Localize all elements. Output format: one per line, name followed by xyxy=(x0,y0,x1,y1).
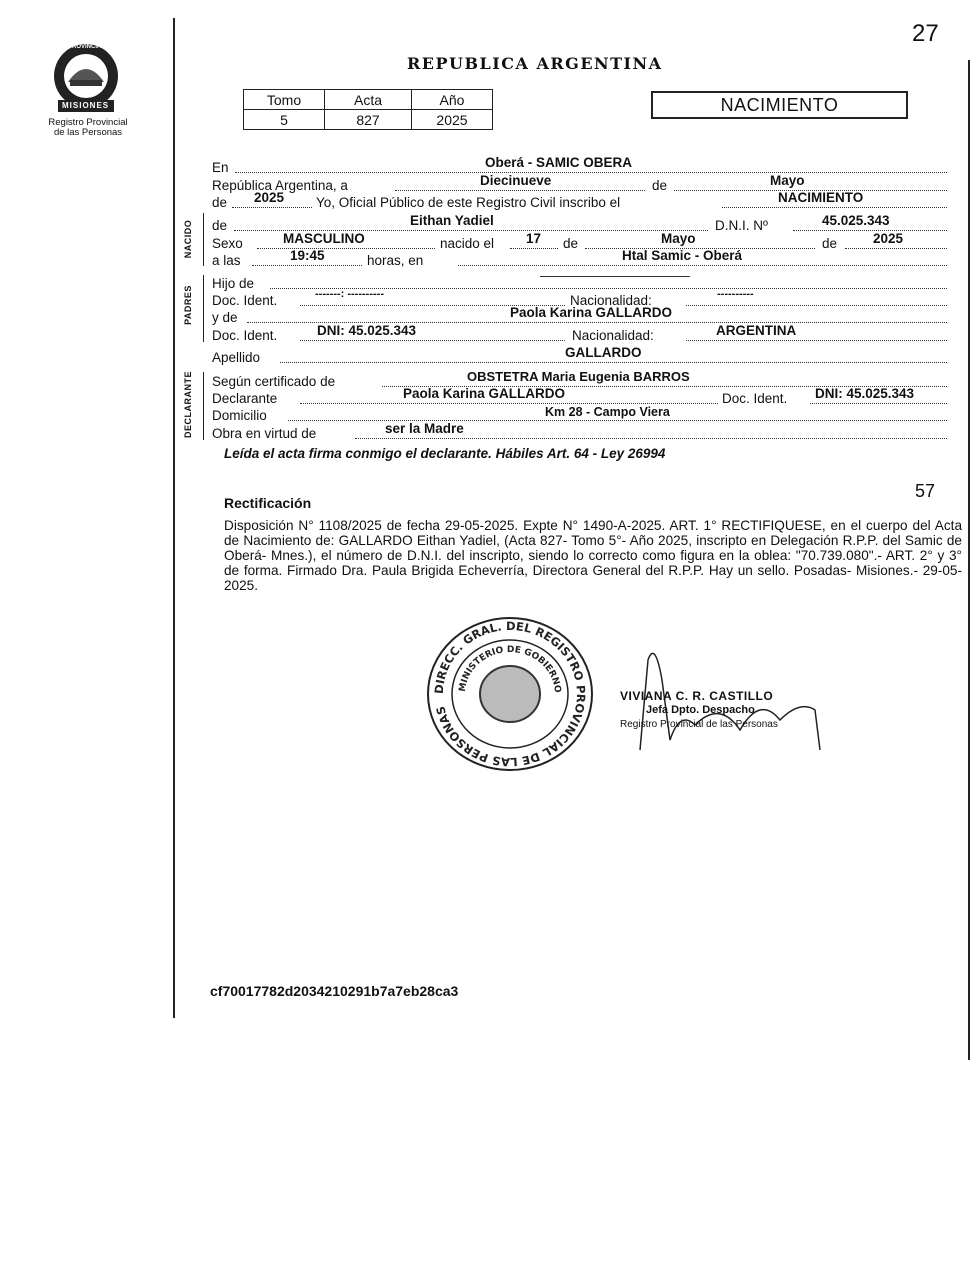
label-a-las: a las xyxy=(212,253,241,268)
value-mes-nac: Mayo xyxy=(661,231,696,246)
padre-blank-line xyxy=(540,276,690,277)
signer-org: Registro Provincial de las Personas xyxy=(620,719,778,730)
label-republica: República Argentina, a xyxy=(212,178,348,193)
label-nacionalidad2: Nacionalidad: xyxy=(572,328,654,343)
ref-header-tomo: Tomo xyxy=(244,90,325,110)
ref-header-anio: Año xyxy=(412,90,493,110)
org-name xyxy=(28,118,148,138)
value-nac-padre: ---------- xyxy=(717,288,754,300)
signer-name: VIVIANA C. R. CASTILLO xyxy=(620,689,774,703)
label-en: En xyxy=(212,160,229,175)
label-domicilio: Domicilio xyxy=(212,408,267,423)
value-lugar: Oberá - SAMIC OBERA xyxy=(485,155,633,170)
value-tipo: NACIMIENTO xyxy=(778,190,864,205)
note-number: 57 xyxy=(915,481,936,501)
side-label-nacido: NACIDO xyxy=(183,219,193,259)
org-line1: Registro Provincial xyxy=(48,117,128,128)
ref-value-anio: 2025 xyxy=(412,110,493,130)
left-margin-line xyxy=(173,18,175,1018)
value-sexo: MASCULINO xyxy=(283,231,365,246)
dots-apellido xyxy=(280,362,947,363)
value-dia-letras: Diecinueve xyxy=(480,173,552,188)
label-obra: Obra en virtud de xyxy=(212,426,317,441)
label-nacionalidad1: Nacionalidad: xyxy=(570,293,652,308)
rectificacion-text: Disposición N° 1108/2025 de fecha 29-05-2025. Expte N° 1490-A-2025. ART. 1° RECTIFIQUESE, en el cuerpo del Acta de Nacimiento de: GALLARDO Eithan Yadiel, (Acta 827- Tomo 5°- Año 2025, inscripto en Delegación R.P.P. del Samic de Oberá- Mnes.), el número de D.N.I. del inscripto, siendo lo correcto como figura en la oblea: "70.739.080".- ART. 2° y 3° de forma. Firmado Dra. Paula Brigida Echeverría, Directora General del R.P.P. Hay un sello. Posadas- Misiones.- 29-05-2025. xyxy=(224,518,962,593)
dots-lugar-nac xyxy=(458,265,947,266)
logo-ring-text: PROVINCIA DE xyxy=(68,44,112,50)
dots-republica xyxy=(395,190,645,191)
label-declarante: Declarante xyxy=(212,391,278,406)
ref-value-acta: 827 xyxy=(325,110,412,130)
header-title: REPUBLICA ARGENTINA xyxy=(407,54,663,73)
value-doc-padre: -------: ---------- xyxy=(315,288,384,300)
dots-anio xyxy=(232,207,312,208)
value-obra: ser la Madre xyxy=(385,421,464,436)
padres-bracket xyxy=(203,275,204,342)
nacido-bracket xyxy=(203,213,204,266)
dots-en xyxy=(235,172,947,173)
value-certificado: OBSTETRA Maria Eugenia BARROS xyxy=(467,369,690,384)
label-hijo: Hijo de xyxy=(212,276,255,291)
seal-inner-text: MINISTERIO DE GOBIERNO xyxy=(457,644,563,694)
label-dni: D.N.I. Nº xyxy=(715,218,768,233)
label-de-start: de xyxy=(212,195,228,210)
dots-nac-madre xyxy=(686,340,947,341)
value-anio: 2025 xyxy=(254,190,285,205)
side-label-declarante: DECLARANTE xyxy=(183,371,193,438)
dots-anio-nac xyxy=(845,248,947,249)
value-lugar-nac: Htal Samic - Oberá xyxy=(622,248,743,263)
right-margin-line xyxy=(968,60,970,1060)
dots-obra xyxy=(355,438,947,439)
side-label-padres: PADRES xyxy=(183,285,193,325)
province-logo xyxy=(40,42,132,114)
logo-banner: MISIONES xyxy=(62,101,110,110)
label-de-day: de xyxy=(563,236,579,251)
label-sexo: Sexo xyxy=(212,236,243,251)
dots-sexo xyxy=(257,248,435,249)
closing-statement: Leída el acta firma conmigo el declarante. Hábiles Art. 64 - Ley 26994 xyxy=(224,446,666,461)
value-declarante: Paola Karina GALLARDO xyxy=(403,386,566,401)
dots-doc-madre xyxy=(300,340,565,341)
value-mes: Mayo xyxy=(770,173,805,188)
value-nac-madre: ARGENTINA xyxy=(716,323,797,338)
label-segun: Según certificado de xyxy=(212,374,336,389)
dots-dni xyxy=(793,230,947,231)
declarante-bracket xyxy=(203,372,204,440)
label-doc-ident2: Doc. Ident. xyxy=(212,328,278,343)
label-apellido: Apellido xyxy=(212,350,261,365)
label-de-month: de xyxy=(822,236,838,251)
dots-dia xyxy=(510,248,558,249)
value-apellido: GALLARDO xyxy=(565,345,642,360)
label-horas: horas, en xyxy=(367,253,424,268)
value-doc-madre: DNI: 45.025.343 xyxy=(317,323,417,338)
ref-value-tomo: 5 xyxy=(244,110,325,130)
ref-header-acta: Acta xyxy=(325,90,412,110)
label-nacido: nacido el xyxy=(440,236,495,251)
value-domicilio: Km 28 - Campo Viera xyxy=(545,405,670,419)
page-number: 27 xyxy=(912,20,939,47)
label-y-de: y de xyxy=(212,310,238,325)
dots-doc-declarante xyxy=(810,403,947,404)
seal-outer-text: DIRECC. GRAL. DEL REGISTRO PROVINCIAL DE LAS PERSONAS xyxy=(431,618,589,770)
dots-tipo xyxy=(722,207,947,208)
value-madre: Paola Karina GALLARDO xyxy=(510,305,673,320)
value-doc-declarante: DNI: 45.025.343 xyxy=(815,386,915,401)
value-anio-nac: 2025 xyxy=(873,231,904,246)
value-nombre: Eithan Yadiel xyxy=(410,213,494,228)
label-doc-ident3: Doc. Ident. xyxy=(722,391,788,406)
dots-declarante xyxy=(300,403,718,404)
document-hash: cf70017782d2034210291b7a7eb28ca3 xyxy=(210,983,459,999)
dots-nac-padre xyxy=(686,305,947,306)
reference-table xyxy=(243,89,493,130)
label-de-name: de xyxy=(212,218,228,233)
rectificacion-title: Rectificación xyxy=(224,495,312,511)
official-seal xyxy=(425,615,595,773)
value-dni: 45.025.343 xyxy=(822,213,890,228)
dots-hora xyxy=(252,265,362,266)
signer-role: Jefa Dpto. Despacho xyxy=(646,704,755,716)
org-line2: de las Personas xyxy=(53,127,123,138)
value-dia: 17 xyxy=(526,231,542,246)
value-hora: 19:45 xyxy=(290,248,325,263)
label-oficial: Yo, Oficial Público de este Registro Civil inscribo el xyxy=(316,195,621,210)
label-doc-ident1: Doc. Ident. xyxy=(212,293,278,308)
label-de-mid: de xyxy=(652,178,668,193)
doc-type-box: NACIMIENTO xyxy=(651,91,908,119)
